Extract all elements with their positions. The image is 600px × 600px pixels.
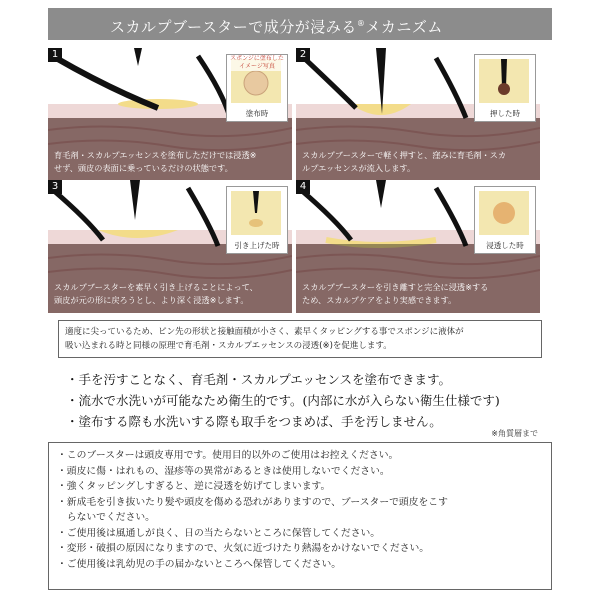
step-1-photo	[226, 54, 288, 122]
step-number: 2	[296, 48, 310, 62]
caution-item: らないでください。	[57, 512, 155, 523]
feature-list	[66, 369, 546, 432]
step-3-panel	[48, 180, 292, 313]
caution-box	[48, 442, 552, 590]
caution-item: ・新成毛を引き抜いたり髪や頭皮を傷める恐れがありますので、ブースターで頭皮をこす	[57, 496, 448, 508]
feature-item: ・塗布する際も水洗いする際も取手をつまめば、手を汚しません。	[66, 414, 442, 429]
step-number: 1	[48, 48, 62, 62]
feature-item: ・流水で水洗いが可能なため衛生的です。(内部に水が入らない衛生仕様です)	[66, 393, 500, 408]
step-2-photo	[474, 54, 536, 122]
mechanism-summary: 適度に尖っているため、ピン先の形状と接触面積が小さく、素早くタッピングする事でスポンジに液体が 吸い込まれる時と同様の原理で育毛剤・スカルプエッセンスの浸透(※)を促進します。	[58, 320, 542, 358]
step-number: 4	[296, 180, 310, 194]
caution-item: ・頭皮に傷・はれもの、湿疹等の異常があるときは使用しないでください。	[57, 465, 390, 477]
photo-note: スポンジに塗布した イメージ写真	[227, 55, 287, 71]
step-description: 育毛剤・スカルプエッセンスを塗布しただけでは浸透※ せず、頭皮の表面に乗っているだけの状態です。	[54, 150, 257, 173]
caution-item: ・このブースターは頭皮専用です。使用目的以外のご使用はお控えください。	[57, 450, 399, 461]
photo-caption: 浸透した時	[486, 241, 524, 250]
photo-caption: 塗布時	[245, 109, 269, 118]
step-2-panel	[296, 48, 540, 181]
step-description: スカルプブースターで軽く押すと、窪みに育毛剤・スカ ルプエッセンスが流入します。	[302, 150, 507, 173]
page-title: スカルプブースターで成分が浸みる®メカニズム	[48, 8, 552, 40]
step-4-panel	[296, 180, 540, 313]
step-4-photo	[474, 186, 536, 254]
step-1-panel	[48, 48, 292, 181]
step-description: スカルプブースターを引き離すと完全に浸透※する ため、スカルプケアをより実感できます。	[302, 282, 489, 305]
caution-item: ・ご使用後は乳幼児の手の届かないところへ保管してください。	[57, 558, 342, 570]
step-number: 3	[48, 180, 62, 194]
footnote: ※角質層まで	[491, 429, 538, 438]
caution-item: ・ご使用後は風通しが良く、日の当たらないところに保管してください。	[57, 527, 381, 539]
feature-item: ・手を汚すことなく、育毛剤・スカルプエッセンスを塗布できます。	[66, 372, 452, 387]
step-3-photo	[226, 186, 288, 254]
step-description: スカルプブースターを素早く引き上げることによって、 頭皮が元の形に戻ろうとし、より深く浸透※します。	[54, 282, 258, 305]
photo-caption: 押した時	[490, 109, 520, 118]
sponge-photo	[231, 191, 281, 235]
photo-caption: 引き上げた時	[234, 241, 280, 250]
sponge-photo	[479, 191, 529, 235]
sponge-photo	[479, 59, 529, 103]
caution-item: ・強くタッピングしすぎると、逆に浸透を妨げてしまいます。	[57, 481, 331, 492]
caution-item: ・変形・破損の原因になりますので、火気に近づけたり熱湯をかけないでください。	[57, 543, 430, 554]
